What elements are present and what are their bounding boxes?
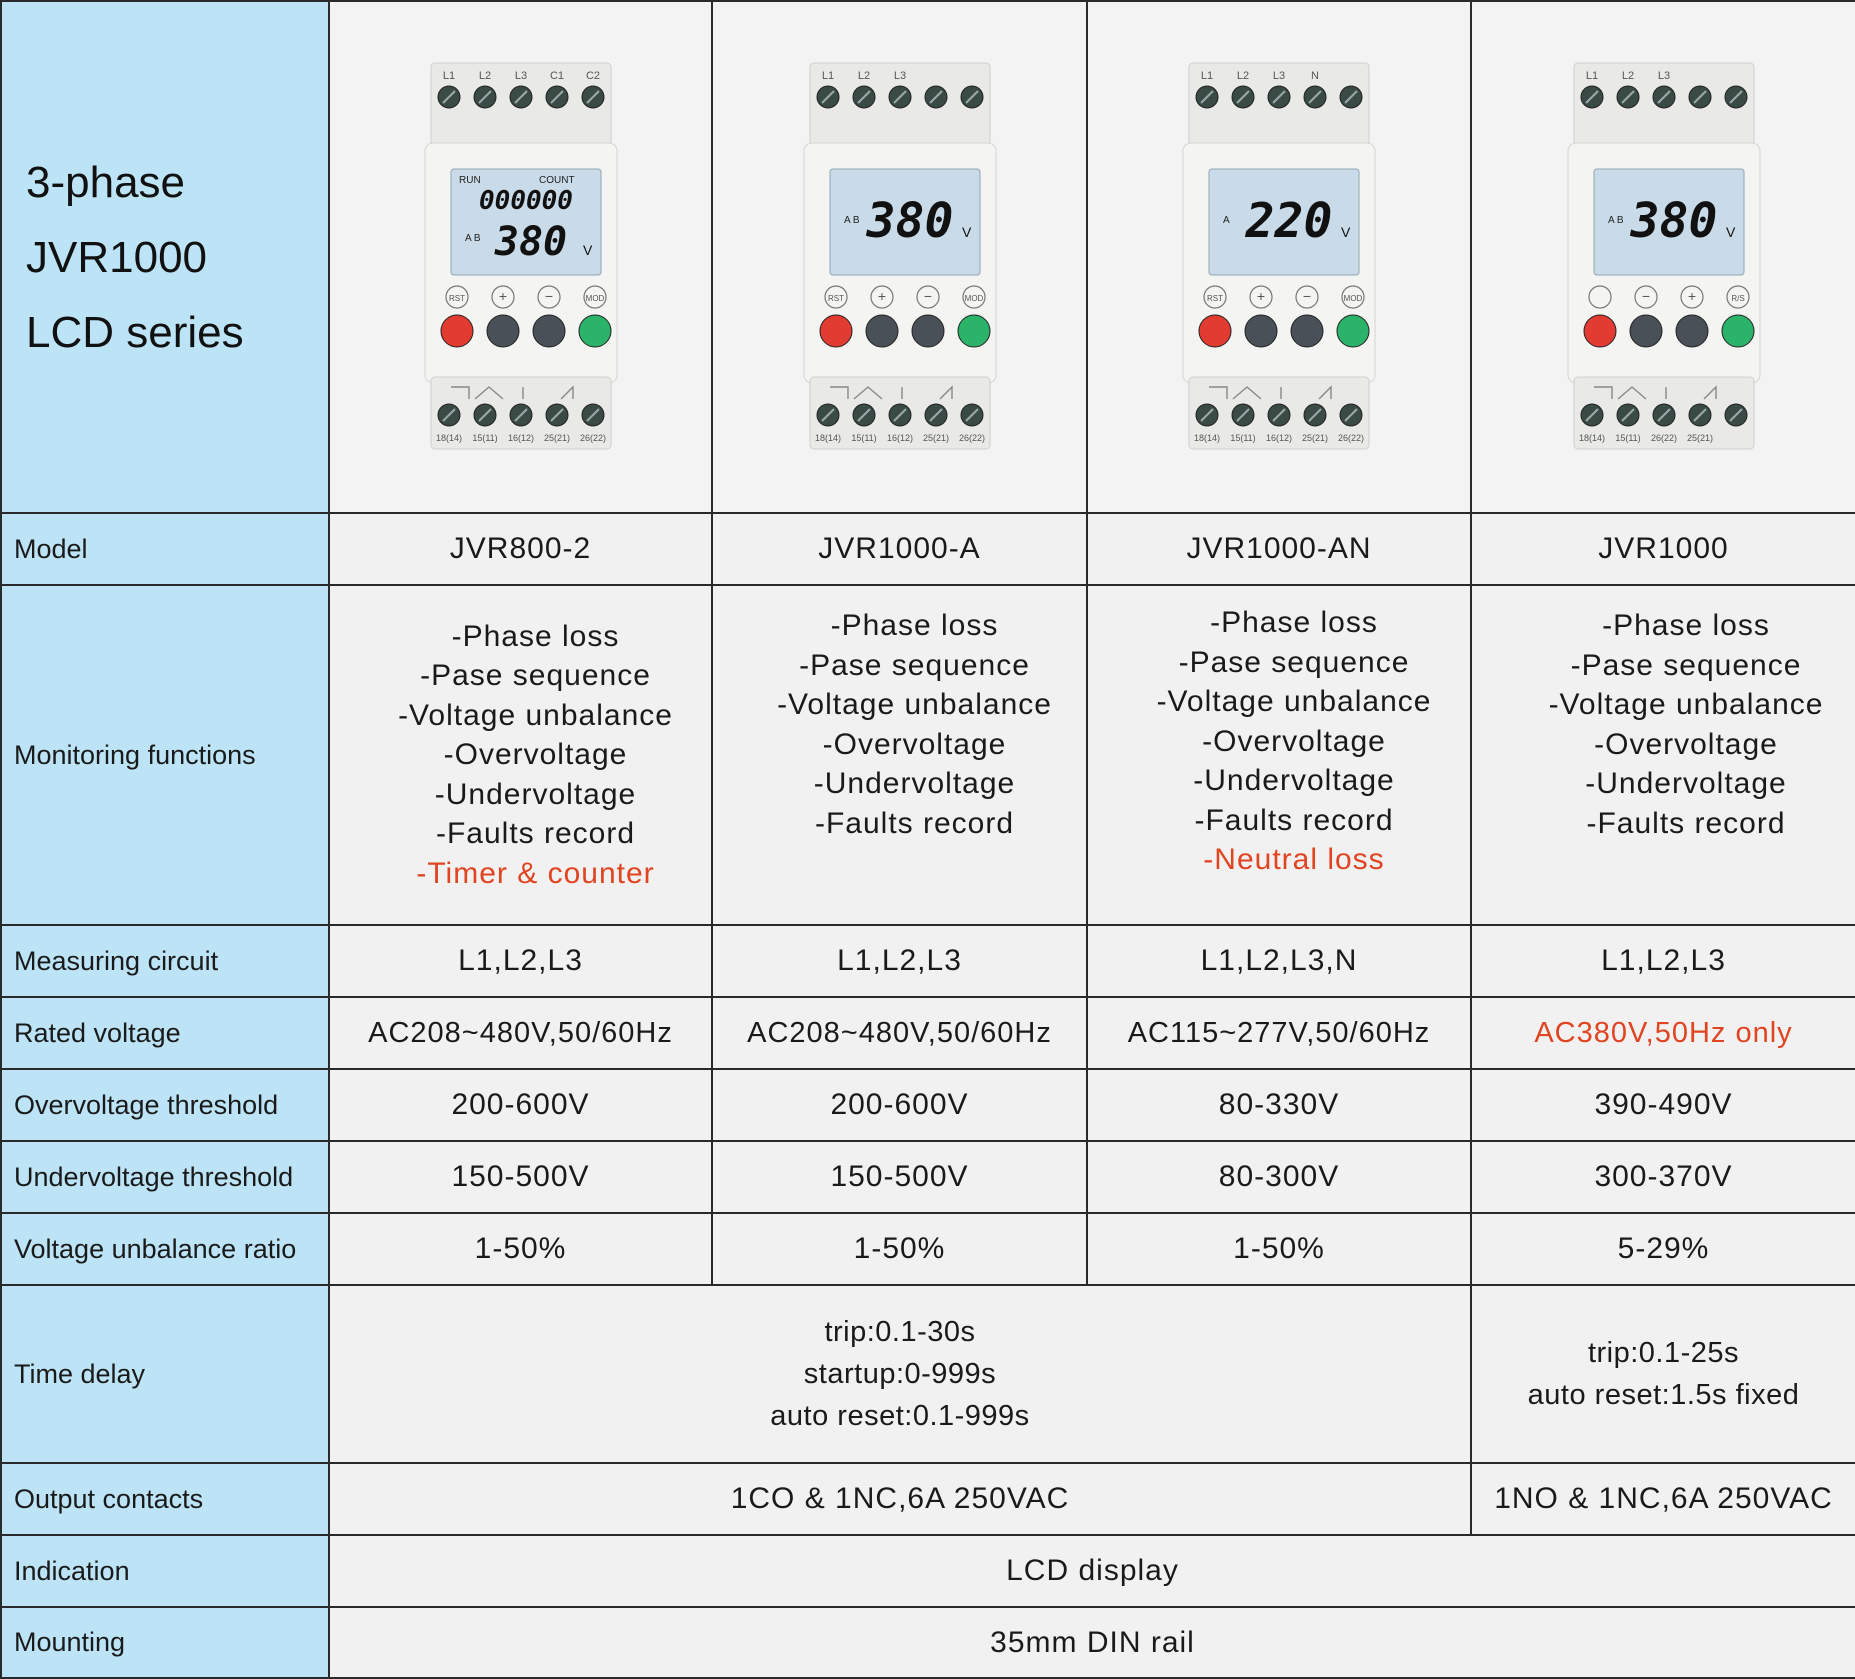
model-row <box>1 513 1855 585</box>
relay-push-button <box>1630 315 1662 347</box>
relay-push-button <box>1676 315 1708 347</box>
model-name: JVR800-2 <box>329 513 712 585</box>
cell-value: 150-500V <box>712 1141 1087 1213</box>
cell-value: AC115~277V,50/60Hz <box>1087 997 1471 1069</box>
row-label: Indication <box>1 1535 329 1607</box>
cell-value: L1,L2,L3 <box>1471 925 1855 997</box>
row-label: Rated voltage <box>1 997 329 1069</box>
function-item: -Overvoltage <box>822 727 1007 761</box>
lcd-unit: V <box>1341 224 1351 240</box>
function-item: -Phase loss <box>1602 609 1770 642</box>
device-cell <box>712 1 1087 513</box>
function-item: -Pase sequence <box>799 648 1030 682</box>
lcd-unit: V <box>1725 224 1735 240</box>
lcd-voltage: 380 <box>494 219 567 265</box>
function-item: -Undervoltage <box>434 777 637 811</box>
terminal-label: 25(21) <box>1301 433 1329 443</box>
row-label: Measuring circuit <box>1 925 329 997</box>
cell-value: 1-50% <box>1087 1213 1471 1285</box>
device-image-jvr1000 <box>1554 57 1774 457</box>
time-delay-row <box>1 1285 1855 1463</box>
relay-push-button <box>487 315 519 347</box>
terminal-label: 15(11) <box>471 433 498 443</box>
function-item: -Undervoltage <box>813 767 1016 800</box>
button-label: RST <box>1207 294 1223 303</box>
relay-push-button <box>958 315 990 347</box>
terminal-label: L1 <box>821 70 834 82</box>
terminal-label: L2 <box>1236 70 1250 82</box>
row-label: Time delay <box>1 1285 329 1463</box>
device-cell <box>1087 1 1471 513</box>
time-delay-line: auto reset:0.1-999s <box>770 1400 1030 1432</box>
cell-value: 80-330V <box>1087 1069 1471 1141</box>
monitoring-row <box>1 585 1855 925</box>
time-delay-line: trip:0.1-25s <box>1587 1337 1740 1369</box>
button-label: + <box>1687 288 1696 304</box>
terminal-label: 25(21) <box>1686 433 1713 443</box>
terminal-label: L1 <box>1200 70 1214 82</box>
cell-value: AC208~480V,50/60Hz <box>329 997 712 1069</box>
button-label: R/S <box>1730 294 1745 303</box>
cell-value: 300-370V <box>1471 1141 1855 1213</box>
terminal-label: C1 <box>549 70 564 82</box>
function-list <box>329 585 712 925</box>
terminal-label: 16(12) <box>1265 433 1293 443</box>
relay-push-button <box>866 315 898 347</box>
function-item: -Pase sequence <box>1570 648 1802 682</box>
function-item: -Faults record <box>435 817 636 851</box>
cell-value: 200-600V <box>712 1069 1087 1141</box>
terminal-label: 26(22) <box>579 433 606 443</box>
button-label: RST <box>448 294 465 303</box>
terminal-label: L1 <box>1585 70 1598 82</box>
function-list <box>1471 585 1855 925</box>
button-label: − <box>1302 288 1312 304</box>
row-label: Voltage unbalance ratio <box>1 1213 329 1285</box>
time-delay-line: auto reset:1.5s fixed <box>1527 1379 1800 1411</box>
series-line-model: JVR1000 <box>26 232 208 282</box>
mounting-row <box>1 1607 1855 1678</box>
terminal-label: L2 <box>1621 70 1634 82</box>
lcd-unit: V <box>961 224 971 240</box>
function-item: -Overvoltage <box>1202 724 1386 758</box>
lcd-unit: V <box>582 242 592 258</box>
cell-value: 1-50% <box>712 1213 1087 1285</box>
button-label: RST <box>827 294 844 303</box>
rated-voltage-row <box>1 997 1855 1069</box>
relay-push-button <box>441 315 473 347</box>
output-last: 1NO & 1NC,6A 250VAC <box>1471 1463 1855 1535</box>
cell-value: 80-300V <box>1087 1141 1471 1213</box>
cell-value: L1,L2,L3 <box>329 925 712 997</box>
function-list <box>712 585 1087 925</box>
series-line-phase: 3-phase <box>26 157 186 207</box>
cell-value: L1,L2,L3 <box>712 925 1087 997</box>
series-line-lcd: LCD series <box>26 307 244 357</box>
cell-value: L1,L2,L3,N <box>1087 925 1471 997</box>
time-delay-line: startup:0-999s <box>803 1358 997 1390</box>
terminal-label: L3 <box>514 70 527 82</box>
terminal-label: L1 <box>442 70 455 82</box>
lcd-phase: A B <box>843 215 860 226</box>
function-item: -Phase loss <box>1210 606 1378 639</box>
button-label: − <box>923 288 932 304</box>
function-item-highlight: -Timer & counter <box>416 856 655 890</box>
terminal-label: 18(14) <box>1578 433 1605 443</box>
cell-value: AC208~480V,50/60Hz <box>712 997 1087 1069</box>
function-item-highlight: -Neutral loss <box>1203 843 1385 876</box>
button-label: MOD <box>1343 294 1363 303</box>
terminal-label: 16(12) <box>886 433 913 443</box>
relay-push-button <box>533 315 565 347</box>
device-cell <box>1471 1 1855 513</box>
row-label: Undervoltage threshold <box>1 1141 329 1213</box>
function-item: -Phase loss <box>830 609 999 642</box>
time-delay-line: trip:0.1-30s <box>824 1316 976 1348</box>
indication-value: LCD display <box>329 1535 1855 1607</box>
function-item: -Pase sequence <box>1178 645 1410 679</box>
device-cell <box>329 1 712 513</box>
terminal-label: L3 <box>1272 70 1286 82</box>
function-item: -Phase loss <box>451 619 620 653</box>
function-item: -Overvoltage <box>1594 727 1778 761</box>
terminal-label: L3 <box>893 70 906 82</box>
terminal-label: 25(21) <box>922 433 949 443</box>
function-item: -Overvoltage <box>443 738 628 772</box>
relay-push-button <box>579 315 611 347</box>
cell-value: 1-50% <box>329 1213 712 1285</box>
cell-value-highlight: AC380V,50Hz only <box>1471 997 1855 1069</box>
lcd-phase: A <box>1223 215 1230 226</box>
terminal-label: N <box>1311 70 1319 82</box>
series-title <box>2 145 328 370</box>
relay-push-button <box>1722 315 1754 347</box>
relay-push-button <box>820 315 852 347</box>
function-item: -Pase sequence <box>420 659 651 693</box>
lcd-phase: A B <box>1607 215 1624 226</box>
device-image-jvr1000-an <box>1169 57 1389 457</box>
button-label: MOD <box>585 294 604 303</box>
relay-push-button <box>1245 315 1277 347</box>
row-label: Overvoltage threshold <box>1 1069 329 1141</box>
undervoltage-row <box>1 1141 1855 1213</box>
row-label: Output contacts <box>1 1463 329 1535</box>
device-image-jvr1000-a <box>790 57 1010 457</box>
cell-value: 200-600V <box>329 1069 712 1141</box>
terminal-label: 16(12) <box>507 433 534 443</box>
function-item: -Voltage unbalance <box>1156 685 1432 718</box>
function-item: -Voltage unbalance <box>398 698 673 732</box>
mounting-value: 35mm DIN rail <box>329 1607 1855 1678</box>
output-shared: 1CO & 1NC,6A 250VAC <box>329 1463 1471 1535</box>
device-image-jvr800-2 <box>411 57 631 457</box>
button-label: − <box>544 288 553 304</box>
cell-value: 390-490V <box>1471 1069 1855 1141</box>
function-item: -Voltage unbalance <box>1548 688 1824 721</box>
lcd-voltage: 220 <box>1245 193 1333 249</box>
lcd-phase: A B <box>464 233 481 244</box>
overvoltage-row <box>1 1069 1855 1141</box>
model-name: JVR1000 <box>1471 513 1855 585</box>
lcd-counter: 000000 <box>478 186 573 216</box>
relay-push-button <box>1291 315 1323 347</box>
terminal-label: 18(14) <box>1193 433 1221 443</box>
terminal-label: 18(14) <box>814 433 841 443</box>
function-list <box>1087 585 1471 925</box>
unbalance-row <box>1 1213 1855 1285</box>
terminal-label: L2 <box>478 70 491 82</box>
terminal-label: 26(22) <box>958 433 985 443</box>
button-label: MOD <box>964 294 983 303</box>
relay-push-button <box>912 315 944 347</box>
button-label: + <box>877 288 886 304</box>
lcd-voltage: 380 <box>1630 193 1717 249</box>
function-item: -Undervoltage <box>1585 767 1787 800</box>
row-label: Model <box>1 513 329 585</box>
lcd-indicator: RUN <box>458 175 481 186</box>
lcd-voltage: 380 <box>866 193 953 249</box>
terminal-label: 25(21) <box>543 433 570 443</box>
button-label: + <box>1256 288 1266 304</box>
terminal-label: 26(22) <box>1337 433 1365 443</box>
relay-push-button <box>1584 315 1616 347</box>
button-label: − <box>1641 288 1650 304</box>
lcd-indicator: COUNT <box>538 175 575 186</box>
terminal-label: C2 <box>585 70 600 82</box>
function-item: -Undervoltage <box>1193 764 1395 797</box>
function-item: -Faults record <box>1586 806 1786 840</box>
terminal-label: 15(11) <box>1614 433 1641 443</box>
terminal-label: L3 <box>1657 70 1670 82</box>
terminal-label: 15(11) <box>1230 433 1256 443</box>
output-row <box>1 1463 1855 1535</box>
row-label: Mounting <box>1 1607 329 1678</box>
terminal-label: L2 <box>857 70 870 82</box>
time-delay-last <box>1471 1285 1855 1463</box>
relay-push-button <box>1337 315 1369 347</box>
model-name: JVR1000-A <box>712 513 1087 585</box>
function-item: -Faults record <box>814 806 1015 840</box>
time-delay-shared <box>329 1285 1471 1463</box>
image-row <box>1 1 1855 513</box>
indication-row <box>1 1535 1855 1607</box>
series-title-cell <box>1 1 329 513</box>
terminal-label: 26(22) <box>1650 433 1677 443</box>
function-item: -Faults record <box>1194 803 1394 837</box>
button-label: + <box>498 288 507 304</box>
function-item: -Voltage unbalance <box>777 688 1052 721</box>
relay-push-button <box>1199 315 1231 347</box>
row-label: Monitoring functions <box>1 585 329 925</box>
terminal-label: 18(14) <box>435 433 462 443</box>
cell-value: 150-500V <box>329 1141 712 1213</box>
measuring-row <box>1 925 1855 997</box>
model-name: JVR1000-AN <box>1087 513 1471 585</box>
cell-value: 5-29% <box>1471 1213 1855 1285</box>
terminal-label: 15(11) <box>850 433 877 443</box>
